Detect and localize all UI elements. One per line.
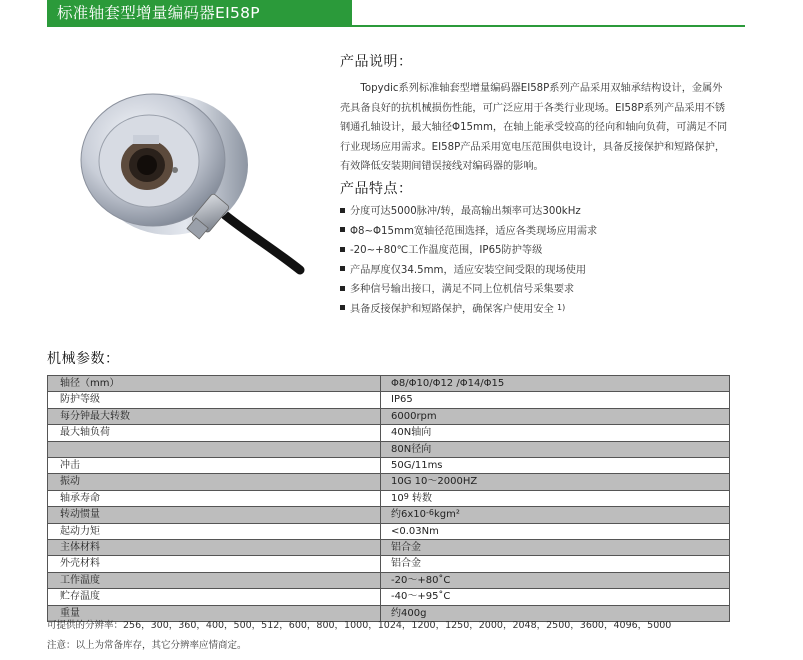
param-value: 6000rpm [381,408,730,424]
table-row [48,458,730,474]
param-value: 80N径向 [381,441,730,457]
param-label: 振动 [48,474,381,490]
param-label: 每分钟最大转数 [48,408,381,424]
param-value: <0.03Nm [381,523,730,539]
param-label: 起动力矩 [48,523,381,539]
param-label: 工作温度 [48,572,381,588]
features-heading: 产品特点： [340,181,413,197]
param-label [48,441,381,457]
param-value: 40N轴向 [381,425,730,441]
bullet-icon [340,305,345,310]
table-row [48,589,730,605]
bullet-icon [340,208,345,213]
table-row [48,556,730,572]
param-label: 重量 [48,605,381,621]
table-row [48,408,730,424]
param-value: Φ8/Φ10/Φ12 /Φ14/Φ15 [381,376,730,392]
param-label: 防护等级 [48,392,381,408]
table-row [48,474,730,490]
param-label: 转动惯量 [48,507,381,523]
description-text: Topydic系列标准轴套型增量编码器EI58P系列产品采用双轴承结构设计，金属外壳具备良好的抗机械损伤性能，可广泛应用于各类行业现场。EI58P系列产品采用不锈钢通孔轴设计，最大轴径Φ15mm，在轴上能承受较高的径向和轴向负荷，可满足不同行业现场应用需求。EI58P产品采用宽电压范围供电设计，具备反接保护和短路保护，有效降低安装期间错误接线对编码器的影响。 [340,83,728,172]
param-value: 铝合金 [381,540,730,556]
features-list [340,202,740,319]
param-value: -40～+95˚C [381,589,730,605]
page-title: 标准轴套型增量编码器EI58P [47,0,352,27]
table-row [48,523,730,539]
params-heading: 机械参数： [47,351,120,367]
param-value: 约400g [381,605,730,621]
table-row [48,540,730,556]
feature-item: 多种信号输出接口，满足不同上位机信号采集要求 [340,280,740,300]
description-heading: 产品说明： [340,54,413,70]
param-value: 约$6x10^{-6}kgm^2$ [381,507,730,523]
param-value: 10G 10～2000HZ [381,474,730,490]
table-row [48,392,730,408]
resolutions-note: 可提供的分辨率：256，300，360，400，500，512，600，800，1000，1024，1200，1250，2000，2048，2500，3600，4096，5000 [47,620,672,631]
param-label: 主体材料 [48,540,381,556]
param-value: IP65 [381,392,730,408]
feature-item: -20~+80℃工作温度范围，IP65防护等级 [340,241,740,261]
title-underline [352,25,745,27]
product-description [340,79,732,177]
param-value: 50G/11ms [381,458,730,474]
param-label: 外壳材料 [48,556,381,572]
feature-item: 具备反接保护和短路保护，确保客户使用安全 $^{1)}$ [340,300,740,320]
param-label: 冲击 [48,458,381,474]
feature-item: 分度可达5000脉冲/转，最高输出频率可达300kHz [340,202,740,222]
param-label: 轴径（mm） [48,376,381,392]
param-label: 贮存温度 [48,589,381,605]
footnote-marker: 1) [557,302,566,312]
feature-item: Φ8~Φ15mm宽轴径范围选择，适应各类现场应用需求 [340,222,740,242]
encoder-product-image [75,65,315,285]
param-value: 铝合金 [381,556,730,572]
stock-remark: 注意：以上为常备库存，其它分辨率应情商定。 [47,640,247,651]
param-label: 最大轴负荷 [48,425,381,441]
feature-item: 产品厚度仅34.5mm，适应安装空间受限的现场使用 [340,261,740,281]
param-label: 轴承寿命 [48,490,381,506]
table-row [48,376,730,392]
bullet-icon [340,247,345,252]
table-row [48,425,730,441]
table-row [48,507,730,523]
param-value: -20～+80˚C [381,572,730,588]
bullet-icon [340,286,345,291]
table-row [48,441,730,457]
table-row [48,490,730,506]
param-value: $10^9$ 转数 [381,490,730,506]
bullet-icon [340,266,345,271]
bullet-icon [340,227,345,232]
table-row [48,572,730,588]
mechanical-params-table [47,375,730,622]
